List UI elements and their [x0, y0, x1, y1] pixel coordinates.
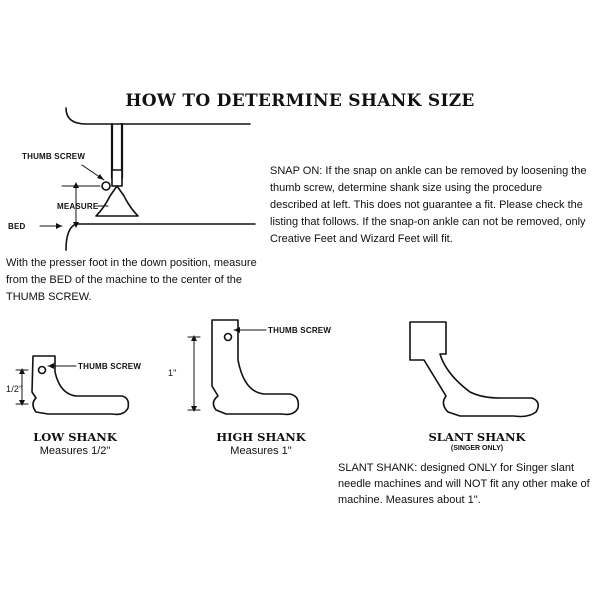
low-shank-measure: Measures 1/2"	[39, 445, 111, 457]
low-shank-title: LOW SHANK	[33, 430, 117, 444]
page-title: HOW TO DETERMINE SHANK SIZE	[125, 91, 475, 111]
low-shank-thumb-screw-label: THUMB SCREW	[78, 362, 142, 371]
bed-edge	[66, 224, 76, 250]
high-shank-dimension: 1"	[168, 368, 177, 378]
low-shank-dimension: 1/2"	[6, 384, 23, 394]
measurement-instructions: With the presser foot in the down position, measure from the BED of the machine to the center of the THUMB SCREW.	[6, 257, 257, 303]
slant-shank-note: (SINGER ONLY)	[450, 445, 504, 452]
slant-shank-title: SLANT SHANK	[428, 430, 526, 444]
snap-on-paragraph: SNAP ON: If the snap on ankle can be removed by loosening the thumb screw, determine shank size using the procedure described at left. This does not guarantee a fit. Please check the listing that follows. If the snap-on ankle can not be removed, only Creative Feet and Wizard Feet will fit.	[270, 165, 587, 245]
high-shank-thumb-screw-label: THUMB SCREW	[268, 326, 332, 335]
slant-shank-foot-drawing	[410, 322, 538, 417]
thumb-screw-label: THUMB SCREW	[22, 152, 86, 161]
high-shank-measure: Measures 1"	[230, 445, 292, 457]
slant-shank-description: SLANT SHANK: designed ONLY for Singer slant needle machines and will NOT fit any other make of machine. Measures about 1".	[338, 462, 590, 506]
bed-label: BED	[8, 222, 26, 231]
machine-head-drawing	[66, 108, 250, 216]
high-shank-title: HIGH SHANK	[216, 430, 306, 444]
measure-label: MEASURE	[57, 202, 99, 211]
